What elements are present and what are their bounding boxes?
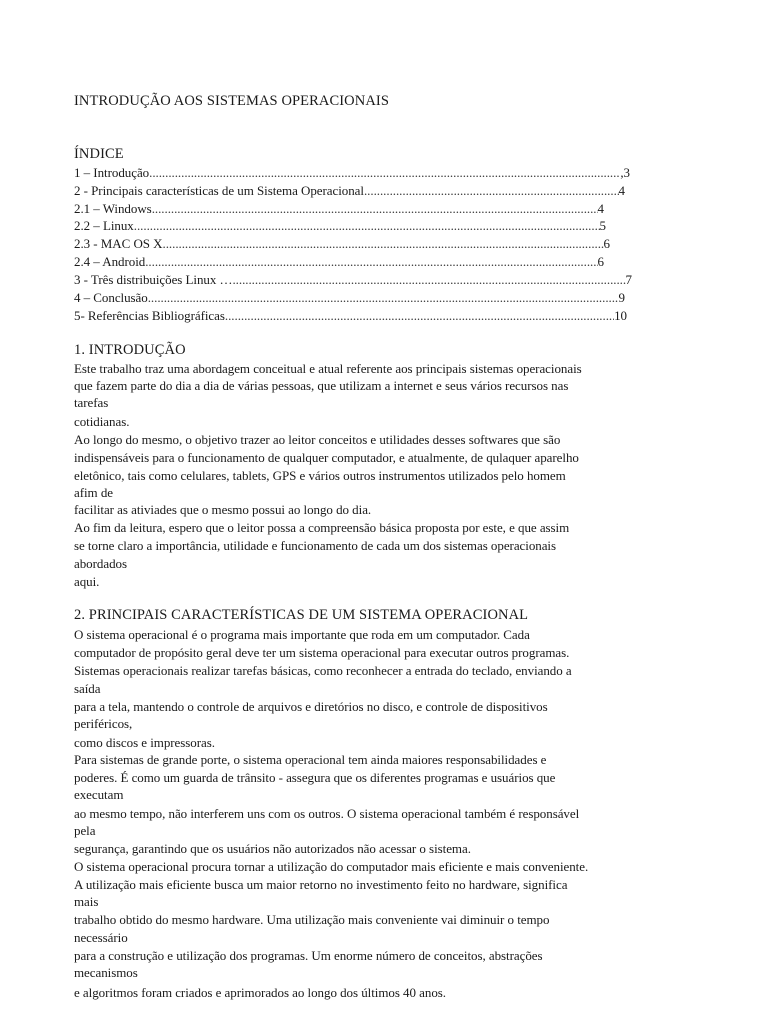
body-line: O sistema operacional procura tornar a utilização do computador mais eficiente e mais conveniente. [74,859,589,874]
toc-entry[interactable] [74,200,604,217]
toc-entry[interactable] [74,271,632,288]
body-line: e algoritmos foram criados e aprimorados ao longo dos últimos 40 anos. [74,985,446,1000]
body-line: tarefas [74,395,109,410]
toc-entry-label: 2.1 – Windows [74,201,152,216]
body-line: como discos e impressoras. [74,735,215,750]
toc-entry-page: 9 [618,290,625,305]
body-line: para a tela, mantendo o controle de arquivos e diretórios no disco, e controle de dispositivos [74,699,548,714]
toc-entry[interactable] [74,253,604,270]
toc-entry-page: 4 [597,201,604,216]
body-line: O sistema operacional é o programa mais importante que roda em um computador. Cada [74,627,530,642]
body-line: periféricos, [74,716,133,731]
toc-entry-label: 2.2 – Linux [74,218,134,233]
toc-entry-label: 2.4 – Android [74,254,146,269]
toc-entry-page: 7 [625,272,632,287]
body-line: mais [74,894,99,909]
body-line: trabalho obtido do mesmo hardware. Uma utilização mais conveniente vai diminuir o tempo [74,912,550,927]
toc-entry-label: 4 – Conclusão [74,290,148,305]
toc-entry[interactable] [74,307,627,324]
body-line: Ao fim da leitura, espero que o leitor possa a compreensão básica proposta por este, e que assim [74,520,570,535]
body-line: Sistemas operacionais realizar tarefas básicas, como reconhecer a entrada do teclado, enviando a [74,663,572,678]
toc-entry-page: 10 [614,308,627,323]
toc-leader-dots [225,307,614,324]
toc-leader-dots [148,289,619,306]
body-line: necessário [74,930,128,945]
body-line: cotidianas. [74,414,130,429]
document-title: INTRODUÇÃO AOS SISTEMAS OPERACIONAIS [74,93,389,109]
body-line: abordados [74,556,127,571]
body-line: saída [74,681,101,696]
toc-entry[interactable] [74,289,625,306]
toc-leader-dots [232,271,625,288]
toc-entry-page: ,3 [620,165,630,180]
body-line: afim de [74,485,113,500]
toc-heading: ÍNDICE [74,146,124,162]
body-line: mecanismos [74,965,138,980]
toc-entry-page: 5 [599,218,606,233]
toc-leader-dots [149,164,620,181]
toc-leader-dots [134,217,600,234]
toc-entry[interactable] [74,235,610,252]
body-line: A utilização mais eficiente busca um maior retorno no investimento feito no hardware, significa [74,877,568,892]
toc-entry-label: 2.3 - MAC OS X [74,236,163,251]
toc-entry-page: 6 [597,254,604,269]
toc-entry-label: 5- Referências Bibliográficas [74,308,225,323]
body-line: Para sistemas de grande porte, o sistema operacional tem ainda maiores responsabilidades e [74,752,547,767]
body-line: segurança, garantindo que os usuários não autorizados não acessar o sistema. [74,841,471,856]
body-line: se torne claro a importância, utilidade e funcionamento de cada um dos sistemas operacionais [74,538,557,553]
toc-entry[interactable] [74,217,606,234]
section-2-heading: 2. PRINCIPAIS CARACTERÍSTICAS DE UM SISTEMA OPERACIONAL [74,607,529,623]
body-line: executam [74,787,124,802]
body-line: pela [74,823,96,838]
toc-entry-page: 4 [618,183,625,198]
toc-entry-label: 2 - Principais características de um Sistema Operacional [74,183,364,198]
body-line: Este trabalho traz uma abordagem conceitual e atual referente aos principais sistemas operacionais [74,361,582,376]
body-line: que fazem parte do dia a dia de várias pessoas, que utilizam a internet e seus vários recursos nas [74,378,569,393]
toc-leader-dots [145,253,597,270]
body-line: aqui. [74,574,100,589]
toc-leader-dots [152,200,598,217]
toc-entry[interactable] [74,164,630,181]
toc-entry-label: 1 – Introdução [74,165,150,180]
body-line: facilitar as ativiades que o mesmo possui ao longo do dia. [74,502,372,517]
toc-leader-dots [163,235,604,252]
body-line: Ao longo do mesmo, o objetivo trazer ao leitor conceitos e utilidades desses softwares que são [74,432,561,447]
toc-entry-label: 3 - Três distribuições Linux … [74,272,233,287]
toc-entry[interactable] [74,182,625,199]
toc-entry-page: 6 [603,236,610,251]
toc-leader-dots [364,182,619,199]
section-1-heading: 1. INTRODUÇÃO [74,342,186,358]
body-line: indispensáveis para o funcionamento de qualquer computador, e atualmente, de qulaquer aparelho [74,450,579,465]
body-line: ao mesmo tempo, não interferem uns com os outros. O sistema operacional também é responsável [74,806,580,821]
body-line: computador de propósito geral deve ter um sistema operacional para executar outros programas. [74,645,570,660]
body-line: eletônico, tais como celulares, tablets, GPS e vários outros instrumentos utilizados pelo homem [74,468,566,483]
body-line: poderes. É como um guarda de trânsito - assegura que os diferentes programas e usuários que [74,770,556,785]
body-line: para a construção e utilização dos programas. Um enorme número de conceitos, abstrações [74,948,543,963]
